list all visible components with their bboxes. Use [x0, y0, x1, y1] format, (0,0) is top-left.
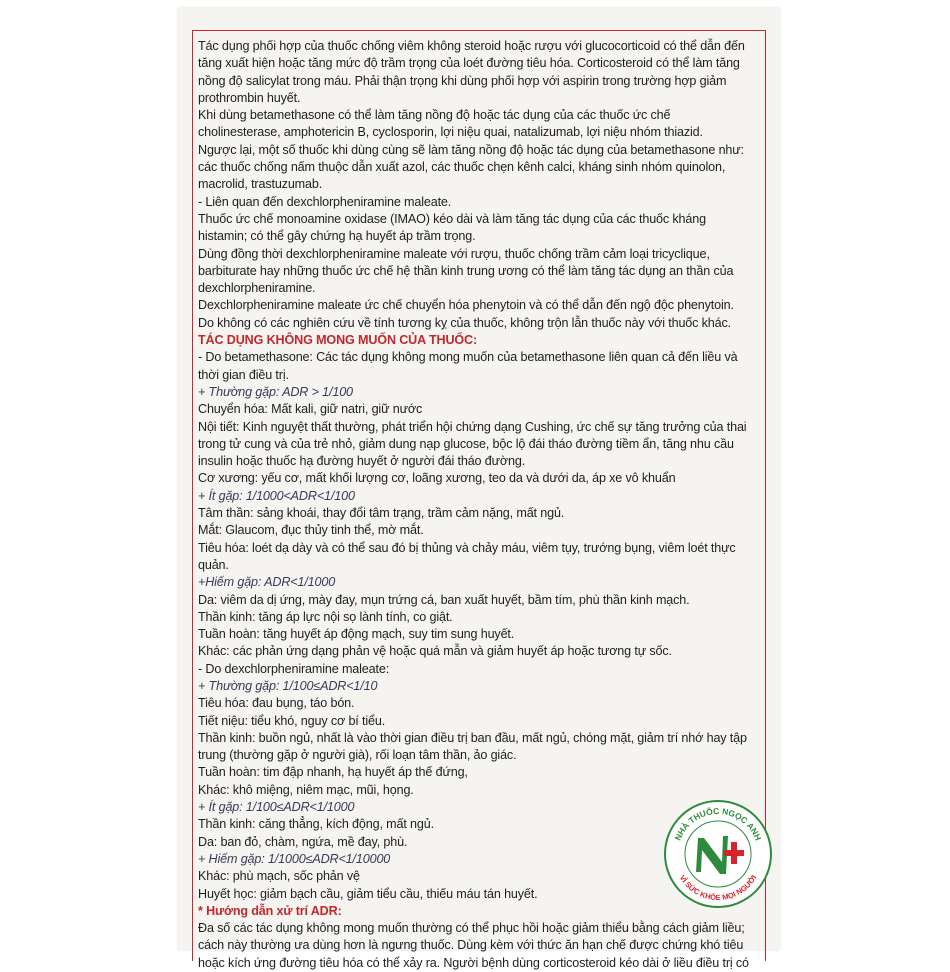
text-line: Do không có các nghiên cứu về tính tương kỵ của thuốc, không trộn lẫn thuốc này với thuốc khác.: [198, 315, 731, 330]
text-line: macrolid, trastuzumab.: [198, 177, 323, 192]
text-line: Tiết niệu: tiểu khó, nguy cơ bí tiểu.: [198, 713, 386, 728]
text-line: trung (thường gặp ở người già), rối loạn tâm thần, ảo giác.: [198, 748, 517, 763]
frequency-level: + Ít gặp: 1/100≤ADR<1/1000: [198, 800, 355, 815]
logo-plus-vertical: [731, 842, 737, 864]
text-line: Khác: khô miệng, niêm mạc, mũi, họng.: [198, 782, 414, 797]
frequency-level: + Ít gặp: 1/1000<ADR<1/100: [198, 488, 355, 503]
text-line: trong tử cung và của trẻ nhỏ, giảm dung nạp glucose, bộc lộ đái tháo đường tiềm ẩn, tăng nhu cầu: [198, 436, 734, 451]
text-line: Tiêu hóa: đau bụng, táo bón.: [198, 696, 355, 711]
text-line: Thuốc ức chế monoamine oxidase (IMAO) kéo dài và làm tăng tác dụng của các thuốc kháng: [198, 211, 706, 226]
text-line: Ngược lại, một số thuốc khi dùng cùng sẽ làm tăng nồng độ hoặc tác dụng của betamethasone như:: [198, 142, 744, 157]
text-line: Dexchlorpheniramine maleate ức chế chuyển hóa phenytoin và có thể dẫn đến ngộ độc phenytoin.: [198, 298, 734, 313]
frequency-level: + Hiếm gặp: 1/1000≤ADR<1/10000: [198, 851, 391, 866]
text-line: Tuần hoàn: tim đập nhanh, hạ huyết áp thế đứng,: [198, 765, 468, 780]
text-line: insulin hoặc thuốc hạ đường huyết ở người đái tháo đường.: [198, 454, 526, 469]
text-line: Tâm thần: sảng khoái, thay đổi tâm trạng, trầm cảm nặng, mất ngủ.: [198, 506, 565, 521]
text-line: quản.: [198, 557, 229, 572]
text-line: - Liên quan đến dexchlorpheniramine maleate.: [198, 194, 452, 209]
text-line: cách này thường ưa dùng hơn là ngưng thuốc. Dùng kèm với thức ăn hạn chế được chứng khó tiêu: [198, 938, 744, 953]
text-line: Khi dùng betamethasone có thể làm tăng nồng độ hoặc tác dụng của các thuốc ức chế: [198, 108, 671, 123]
text-line: thời gian điều trị.: [198, 367, 289, 382]
text-line: Tuần hoàn: tăng huyết áp động mạch, suy tim sung huyết.: [198, 627, 515, 642]
text-line: - Do betamethasone: Các tác dụng không mong muốn của betamethasone liên quan cả đến liều và: [198, 350, 738, 365]
logo-bottom-text: VÌ SỨC KHỎE MỌI NGƯỜI: [677, 873, 759, 903]
text-line: - Do dexchlorpheniramine maleate:: [198, 661, 390, 676]
text-line: các thuốc chống nấm thuộc dẫn xuất azol, các thuốc chẹn kênh calci, kháng sinh nhóm quinolon,: [198, 160, 726, 175]
text-line: Nội tiết: Kinh nguyệt thất thường, phát triển hội chứng dạng Cushing, ức chế sự tăng trưởng của thai: [198, 419, 747, 434]
logo-ring: [665, 801, 771, 907]
text-line: dexchlorpheniramine.: [198, 281, 316, 296]
text-line: Thần kinh: buồn ngủ, nhất là vào thời gian điều trị ban đầu, mất ngủ, chóng mặt, giảm trí nhớ hay tập: [198, 730, 747, 745]
text-line: Thần kinh: căng thẳng, kích động, mất ngủ.: [198, 817, 434, 832]
text-line: prothrombin huyết.: [198, 90, 301, 105]
text-line: tăng xuất hiện hoặc tăng mức độ trầm trọng của loét đường tiêu hóa. Corticosteroid có thể làm tăng: [198, 56, 740, 71]
section-heading: TÁC DỤNG KHÔNG MONG MUỐN CỦA THUỐC:: [198, 333, 478, 348]
text-line: cholinesterase, amphotericin B, cyclosporin, lợi niệu quai, natalizumab, lợi niệu nhóm thiazid.: [198, 125, 703, 140]
text-line: Da: viêm da dị ứng, mày đay, mụn trứng cá, ban xuất huyết, bầm tím, phù thần kinh mạch.: [198, 592, 690, 607]
text-line: histamin; có thể gây chứng hạ huyết áp trầm trọng.: [198, 229, 476, 244]
frequency-level: + Thường gặp: ADR > 1/100: [198, 384, 353, 399]
text-line: Mắt: Glaucom, đục thủy tinh thể, mờ mắt.: [198, 523, 424, 538]
text-line: nồng độ salicylat trong máu. Phải thận trọng khi dùng phối hợp với aspirin trong trường hợp giảm: [198, 73, 727, 88]
text-line: Đa số các tác dụng không mong muốn thường có thể phục hồi hoặc giảm thiểu bằng cách giảm liều;: [198, 921, 745, 936]
text-line: Chuyển hóa: Mất kali, giữ natri, giữ nước: [198, 402, 423, 417]
text-line: Khác: các phản ứng dạng phản vệ hoặc quá mẫn và giảm huyết áp hoặc tương tự sốc.: [198, 644, 672, 659]
pharmacy-logo: [662, 798, 774, 910]
frequency-level: + Thường gặp: 1/100≤ADR<1/10: [198, 678, 378, 693]
frequency-level: +Hiếm gặp: ADR<1/1000: [198, 575, 336, 590]
section-heading: * Hướng dẫn xử trí ADR:: [198, 903, 342, 918]
text-line: Huyết học: giảm bạch cầu, giảm tiểu cầu, thiếu máu tán huyết.: [198, 886, 538, 901]
text-line: Cơ xương: yếu cơ, mất khối lượng cơ, loãng xương, teo da và dưới da, áp xe vô khuẩn: [198, 471, 676, 486]
text-line: Da: ban đỏ, chàm, ngứa, mề đay, phù.: [198, 834, 408, 849]
text-line: barbiturate hay những thuốc ức chế hệ thần kinh trung ương có thể làm tăng tác dụng an thần của: [198, 263, 734, 278]
text-line: Dùng đồng thời dexchlorpheniramine maleate với rượu, thuốc chống trầm cảm loại tricyclique,: [198, 246, 710, 261]
text-line: Tác dụng phối hợp của thuốc chống viêm không steroid hoặc rượu với glucocorticoid có thể dẫn đến: [198, 39, 745, 53]
text-line: hoặc kích ứng đường tiêu hóa có thể xảy ra. Người bệnh dùng corticosteroid kéo dài ở liều điều trị có: [198, 955, 749, 970]
logo-top-text: NHÀ THUỐC NGỌC ANH: [672, 805, 764, 842]
text-line: Tiêu hóa: loét dạ dày và có thể sau đó bị thủng và chảy máu, viêm tụy, trướng bụng, viêm loét thực: [198, 540, 736, 555]
text-line: Thần kinh: tăng áp lực nội sọ lành tính, co giật.: [198, 609, 453, 624]
text-line: Khác: phù mạch, sốc phản vệ: [198, 869, 360, 884]
